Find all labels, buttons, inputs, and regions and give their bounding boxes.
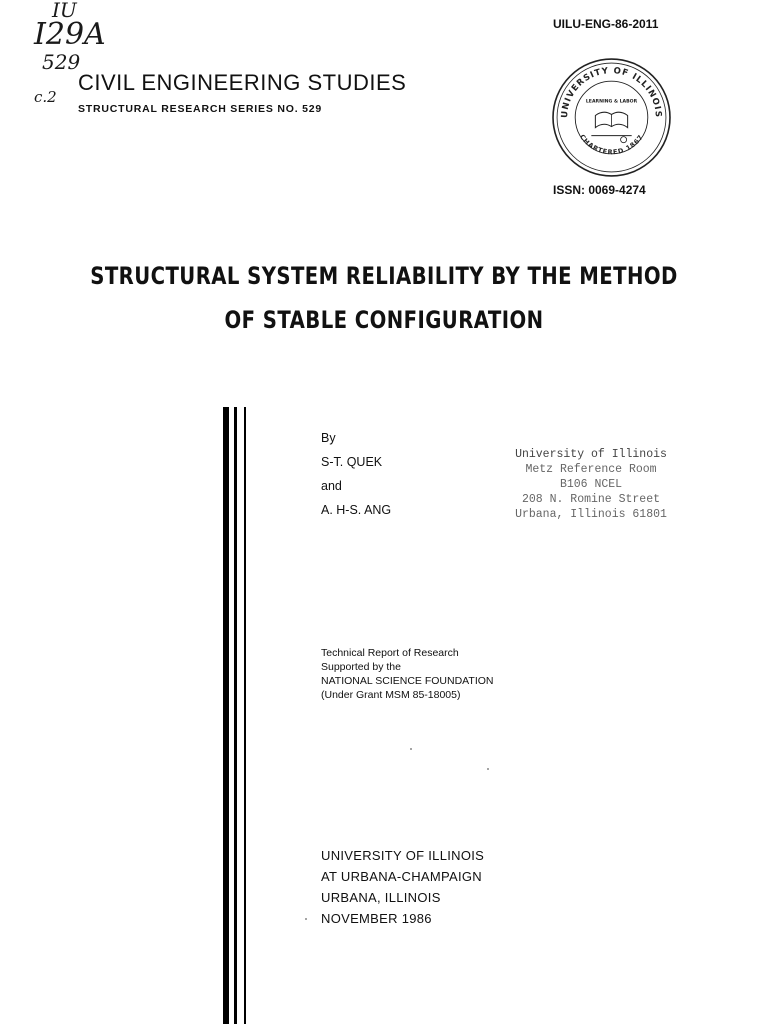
university-seal-icon — [551, 57, 672, 178]
scan-speck — [410, 748, 412, 750]
stamp-line: Metz Reference Room — [525, 463, 657, 476]
author-name: A. H-S. ANG — [321, 503, 392, 517]
publication-date: NOVEMBER 1986 — [321, 911, 432, 926]
institution-block — [321, 845, 484, 929]
funding-line: (Under Grant MSM 85-18005) — [321, 689, 461, 701]
institution-line: AT URBANA-CHAMPAIGN — [321, 869, 482, 884]
seal-outer-text: UNIVERSITY OF ILLINOIS — [559, 66, 663, 119]
stamp-line: Urbana, Illinois 61801 — [515, 508, 667, 521]
funding-line: Supported by the — [321, 661, 401, 673]
stamp-line: University of Illinois — [515, 448, 667, 461]
seal-chartered-text: CHARTERED 1867 — [577, 133, 646, 157]
seal-motto: LEARNING & LABOR — [585, 99, 638, 105]
institution-line: UNIVERSITY OF ILLINOIS — [321, 848, 485, 863]
library-stamp — [496, 447, 686, 522]
series-subtitle: STRUCTURAL RESEARCH SERIES NO. 529 — [78, 103, 323, 115]
scan-speck — [487, 768, 489, 770]
stamp-line: B106 NCEL — [559, 478, 623, 491]
by-label: By — [321, 431, 336, 445]
funding-line: NATIONAL SCIENCE FOUNDATION — [321, 675, 494, 687]
handwritten-series-number: 529 — [42, 50, 81, 74]
funding-line: Technical Report of Research — [321, 647, 459, 659]
scan-speck — [305, 918, 307, 920]
stamp-line: 208 N. Romine Street — [521, 493, 661, 506]
decorative-rule — [223, 407, 229, 1024]
report-title-line-1: STRUCTURAL SYSTEM RELIABILITY BY THE METHOD — [90, 262, 678, 290]
author-name: S-T. QUEK — [321, 455, 383, 469]
institution-line: URBANA, ILLINOIS — [321, 890, 441, 905]
decorative-rule — [244, 407, 246, 1024]
handwritten-copy-number: c.2 — [34, 88, 57, 106]
and-label: and — [321, 479, 342, 493]
report-number: UILU-ENG-86-2011 — [553, 17, 659, 31]
handwritten-call-number: I29A — [34, 17, 106, 52]
handwritten-note-iu: IU — [52, 0, 77, 22]
series-title: CIVIL ENGINEERING STUDIES — [78, 70, 407, 95]
funding-note — [321, 646, 494, 702]
issn-number: ISSN: 0069-4274 — [553, 183, 646, 197]
report-title-line-2: OF STABLE CONFIGURATION — [224, 306, 544, 334]
decorative-rule — [234, 407, 237, 1024]
svg-text:CHARTERED 1867 — [578, 133, 645, 156]
